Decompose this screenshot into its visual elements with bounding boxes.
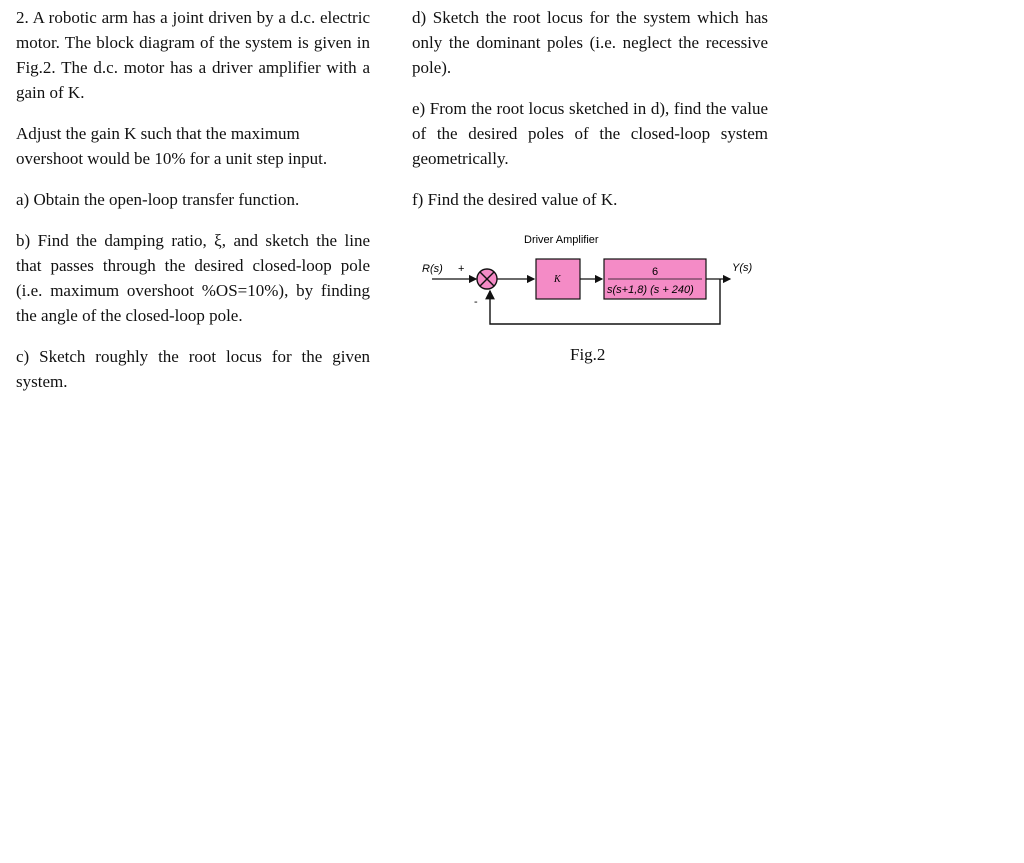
minus-sign: - <box>474 296 478 308</box>
plus-sign: + <box>458 263 465 275</box>
question-b: b) Find the damping ratio, ξ, and sketch the line that passes through the desired closed-loop pole (i.e. maximum overshoot %OS=10%), by finding the angle of the closed-loop pole. <box>16 231 370 325</box>
input-label: R(s) <box>422 263 443 275</box>
output-label: Y(s) <box>732 262 753 274</box>
figure-caption: Fig.2 <box>570 345 606 364</box>
right-column <box>412 5 768 212</box>
block-diagram <box>412 228 772 338</box>
question-a: a) Obtain the open-loop transfer function. <box>16 190 300 209</box>
amplifier-title: Driver Amplifier <box>524 234 599 246</box>
summing-junction <box>477 269 497 289</box>
problem-intro: 2. A robotic arm has a joint driven by a d.c. electric motor. The block diagram of the system is given in Fig.2. The d.c. motor has a driver amplifier with a gain of K. <box>16 8 370 102</box>
question-e: e) From the root locus sketched in d), find the value of the desired poles of the closed-loop system geometrically. <box>412 99 768 168</box>
problem-instruction: Adjust the gain K such that the maximum overshoot would be 10% for a unit step input. <box>16 124 328 168</box>
gain-block-label: K <box>554 274 561 285</box>
plant-denominator: s(s+1,8) (s + 240) <box>607 284 694 296</box>
left-column <box>16 5 370 394</box>
question-c: c) Sketch roughly the root locus for the given system. <box>16 347 370 391</box>
plant-numerator: 6 <box>652 266 659 278</box>
question-f: f) Find the desired value of K. <box>412 190 618 209</box>
question-d: d) Sketch the root locus for the system which has only the dominant poles (i.e. neglect the recessive pole). <box>412 8 768 77</box>
